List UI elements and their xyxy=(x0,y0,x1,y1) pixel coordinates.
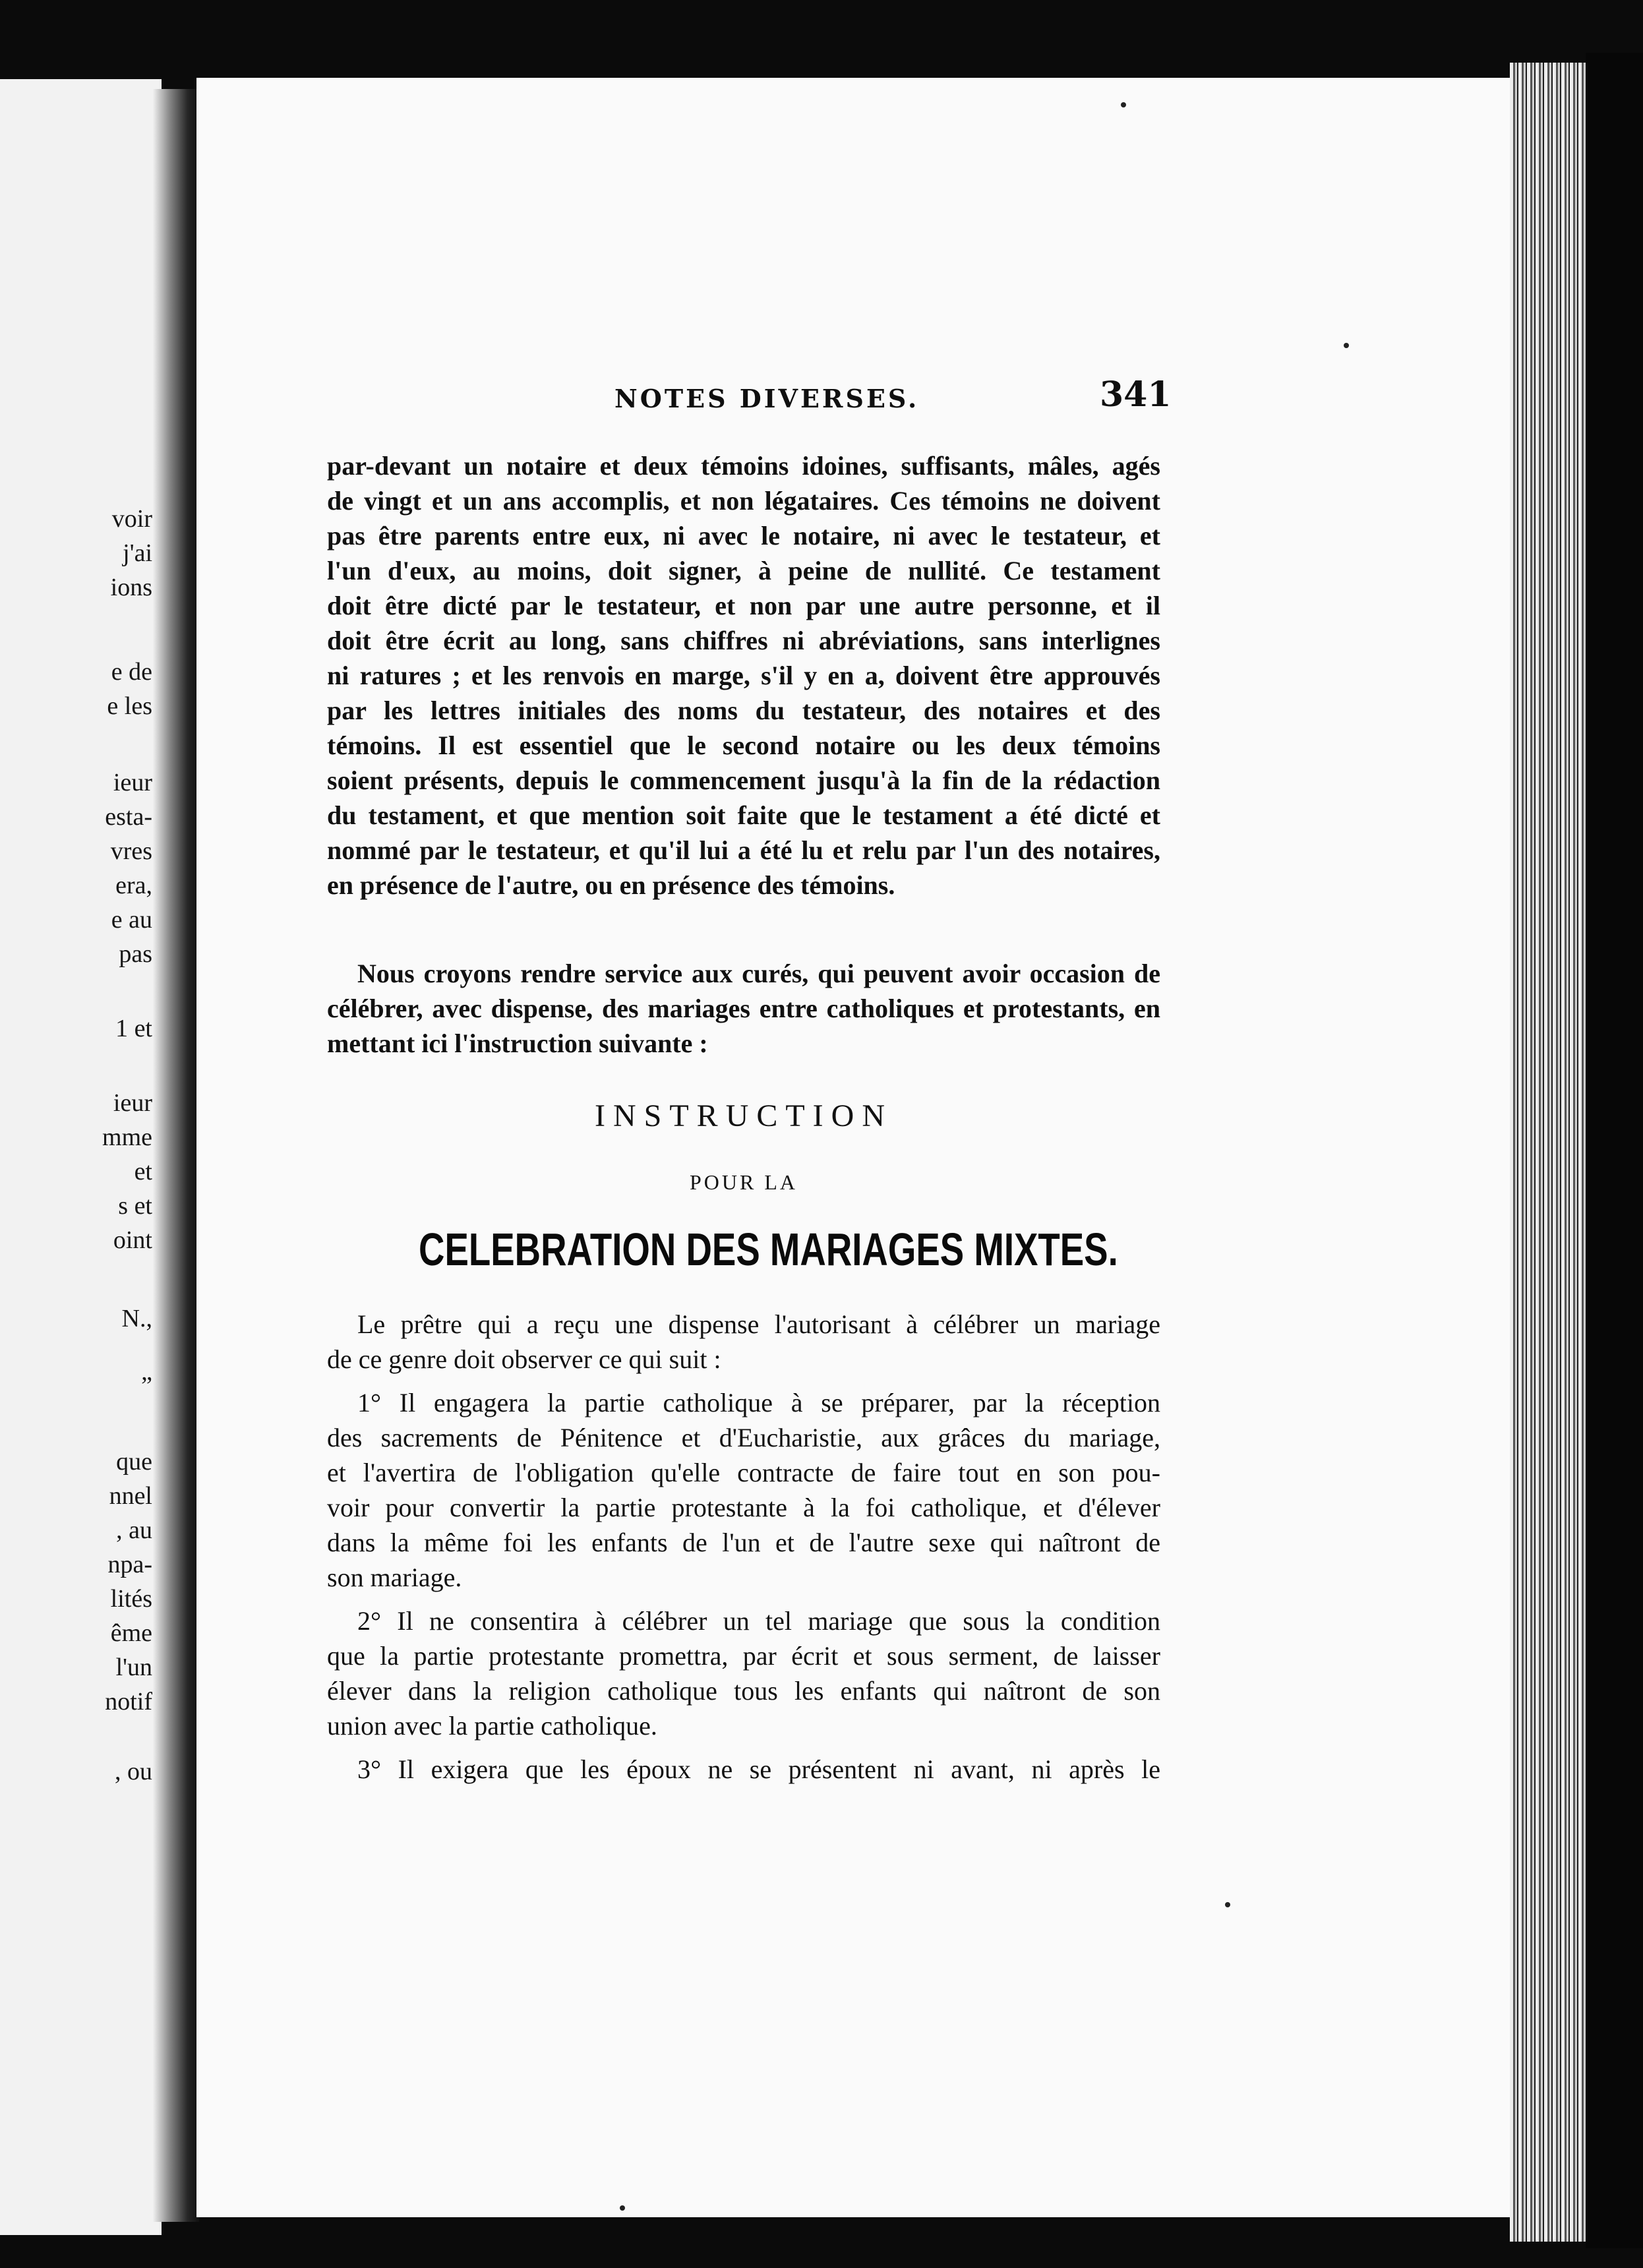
left-fragment-line: N., xyxy=(121,1305,152,1332)
page-edges xyxy=(1510,63,1586,2242)
scan-background-edge xyxy=(1586,53,1643,2248)
left-fragment-line: esta- xyxy=(105,803,152,831)
left-fragment-line: mme xyxy=(102,1123,152,1151)
text-line: ni ratures ; et les renvois en marge, s'il y en a, doivent être approuvés xyxy=(327,661,1160,690)
left-fragment-line: et xyxy=(134,1158,152,1185)
ink-speck xyxy=(1344,343,1349,348)
left-fragment-line: pas xyxy=(119,940,152,968)
left-fragment-line: , au xyxy=(116,1516,152,1544)
left-fragment-line: e au xyxy=(111,906,152,934)
book-gutter xyxy=(153,89,199,2222)
left-fragment-line: ême xyxy=(110,1619,152,1647)
left-fragment-line: era, xyxy=(115,872,152,899)
left-fragment-line: 1 et xyxy=(115,1015,152,1042)
section-heading-pour-la: POUR LA xyxy=(689,1170,798,1194)
left-fragment-line: l'un xyxy=(115,1654,152,1681)
text-line: par-devant un notaire et deux témoins idoines, suffisants, mâles, agés xyxy=(327,451,1160,481)
left-fragment-line: , ou xyxy=(115,1758,152,1785)
text-line: soient présents, depuis le commencement jusqu'à la fin de la rédaction xyxy=(327,765,1160,795)
text-line: et l'avertira de l'obligation qu'elle contracte de faire tout en son pou- xyxy=(327,1458,1160,1487)
left-fragment-line: que xyxy=(116,1448,152,1476)
left-fragment-line: lités xyxy=(110,1585,152,1613)
text-line: son mariage. xyxy=(327,1563,462,1592)
text-line: dans la même foi les enfants de l'un et de l'autre sexe qui naîtront de xyxy=(327,1528,1160,1557)
left-fragment-line: nnel xyxy=(109,1482,152,1510)
text-line: de vingt et un ans accomplis, et non légataires. Ces témoins ne doivent xyxy=(327,486,1160,516)
left-fragment-line: notif xyxy=(105,1688,152,1716)
text-line: doit être écrit au long, sans chiffres ni abréviations, sans interlignes xyxy=(327,626,1160,655)
text-line: en présence de l'autre, ou en présence des témoins. xyxy=(327,870,895,900)
text-line: du testament, et que mention soit faite que le testament a été dicté et xyxy=(327,800,1160,830)
text-line: élever dans la religion catholique tous les enfants qui naîtront de son xyxy=(327,1676,1160,1706)
left-fragment-line: oint xyxy=(113,1226,152,1254)
text-line: pas être parents entre eux, ni avec le notaire, ni avec le testateur, et xyxy=(327,521,1160,551)
page-number: 341 xyxy=(1100,374,1172,415)
text-line: que la partie protestante promettra, par écrit et sous serment, de laisser xyxy=(327,1641,1160,1671)
left-fragment-line: ieur xyxy=(113,1089,152,1117)
ink-speck xyxy=(1121,102,1126,107)
section-title: CELEBRATION DES MARIAGES MIXTES. xyxy=(419,1224,1118,1275)
left-fragment-line: j'ai xyxy=(123,539,152,567)
text-line: nommé par le testateur, et qu'il lui a été lu et relu par l'un des notaires, xyxy=(327,835,1160,865)
text-line: voir pour convertir la partie protestante à la foi catholique, et d'élever xyxy=(327,1493,1160,1522)
text-line: union avec la partie catholique. xyxy=(327,1711,657,1741)
left-fragment-line: ieur xyxy=(113,769,152,796)
text-line: 2° Il ne consentira à célébrer un tel mariage que sous la condition xyxy=(357,1606,1160,1636)
left-fragment-line: vres xyxy=(110,837,152,865)
text-line: des sacrements de Pénitence et d'Eucharistie, aux grâces du mariage, xyxy=(327,1423,1160,1452)
text-line: de ce genre doit observer ce qui suit : xyxy=(327,1344,721,1374)
text-line: Le prêtre qui a reçu une dispense l'autorisant à célébrer un mariage xyxy=(357,1309,1160,1339)
left-fragment-line: ions xyxy=(110,574,152,601)
left-page-fragment xyxy=(0,79,162,2235)
left-fragment-line: ” xyxy=(141,1372,152,1400)
running-head: NOTES DIVERSES. xyxy=(614,384,920,413)
ink-speck xyxy=(1225,1902,1230,1907)
text-line: célébrer, avec dispense, des mariages entre catholiques et protestants, en xyxy=(327,994,1160,1023)
left-fragment-line: s et xyxy=(118,1192,152,1220)
text-line: doit être dicté par le testateur, et non par une autre personne, et il xyxy=(327,591,1160,620)
left-fragment-line: npa- xyxy=(107,1551,152,1578)
left-fragment-line: voir xyxy=(111,505,152,533)
left-fragment-line: e de xyxy=(111,658,152,686)
text-line: l'un d'eux, au moins, doit signer, à peine de nullité. Ce testament xyxy=(327,556,1160,585)
section-heading-instruction: INSTRUCTION xyxy=(595,1098,893,1133)
text-line: par les lettres initiales des noms du testateur, des notaires et des xyxy=(327,696,1160,725)
text-line: témoins. Il est essentiel que le second notaire ou les deux témoins xyxy=(327,731,1160,760)
text-line: 3° Il exigera que les époux ne se présentent ni avant, ni après le xyxy=(357,1754,1160,1784)
ink-speck xyxy=(620,2205,625,2211)
text-line: 1° Il engagera la partie catholique à se préparer, par la réception xyxy=(357,1388,1160,1418)
left-fragment-line: e les xyxy=(107,692,152,720)
text-line: mettant ici l'instruction suivante : xyxy=(327,1029,708,1058)
text-line: Nous croyons rendre service aux curés, qui peuvent avoir occasion de xyxy=(357,959,1160,988)
